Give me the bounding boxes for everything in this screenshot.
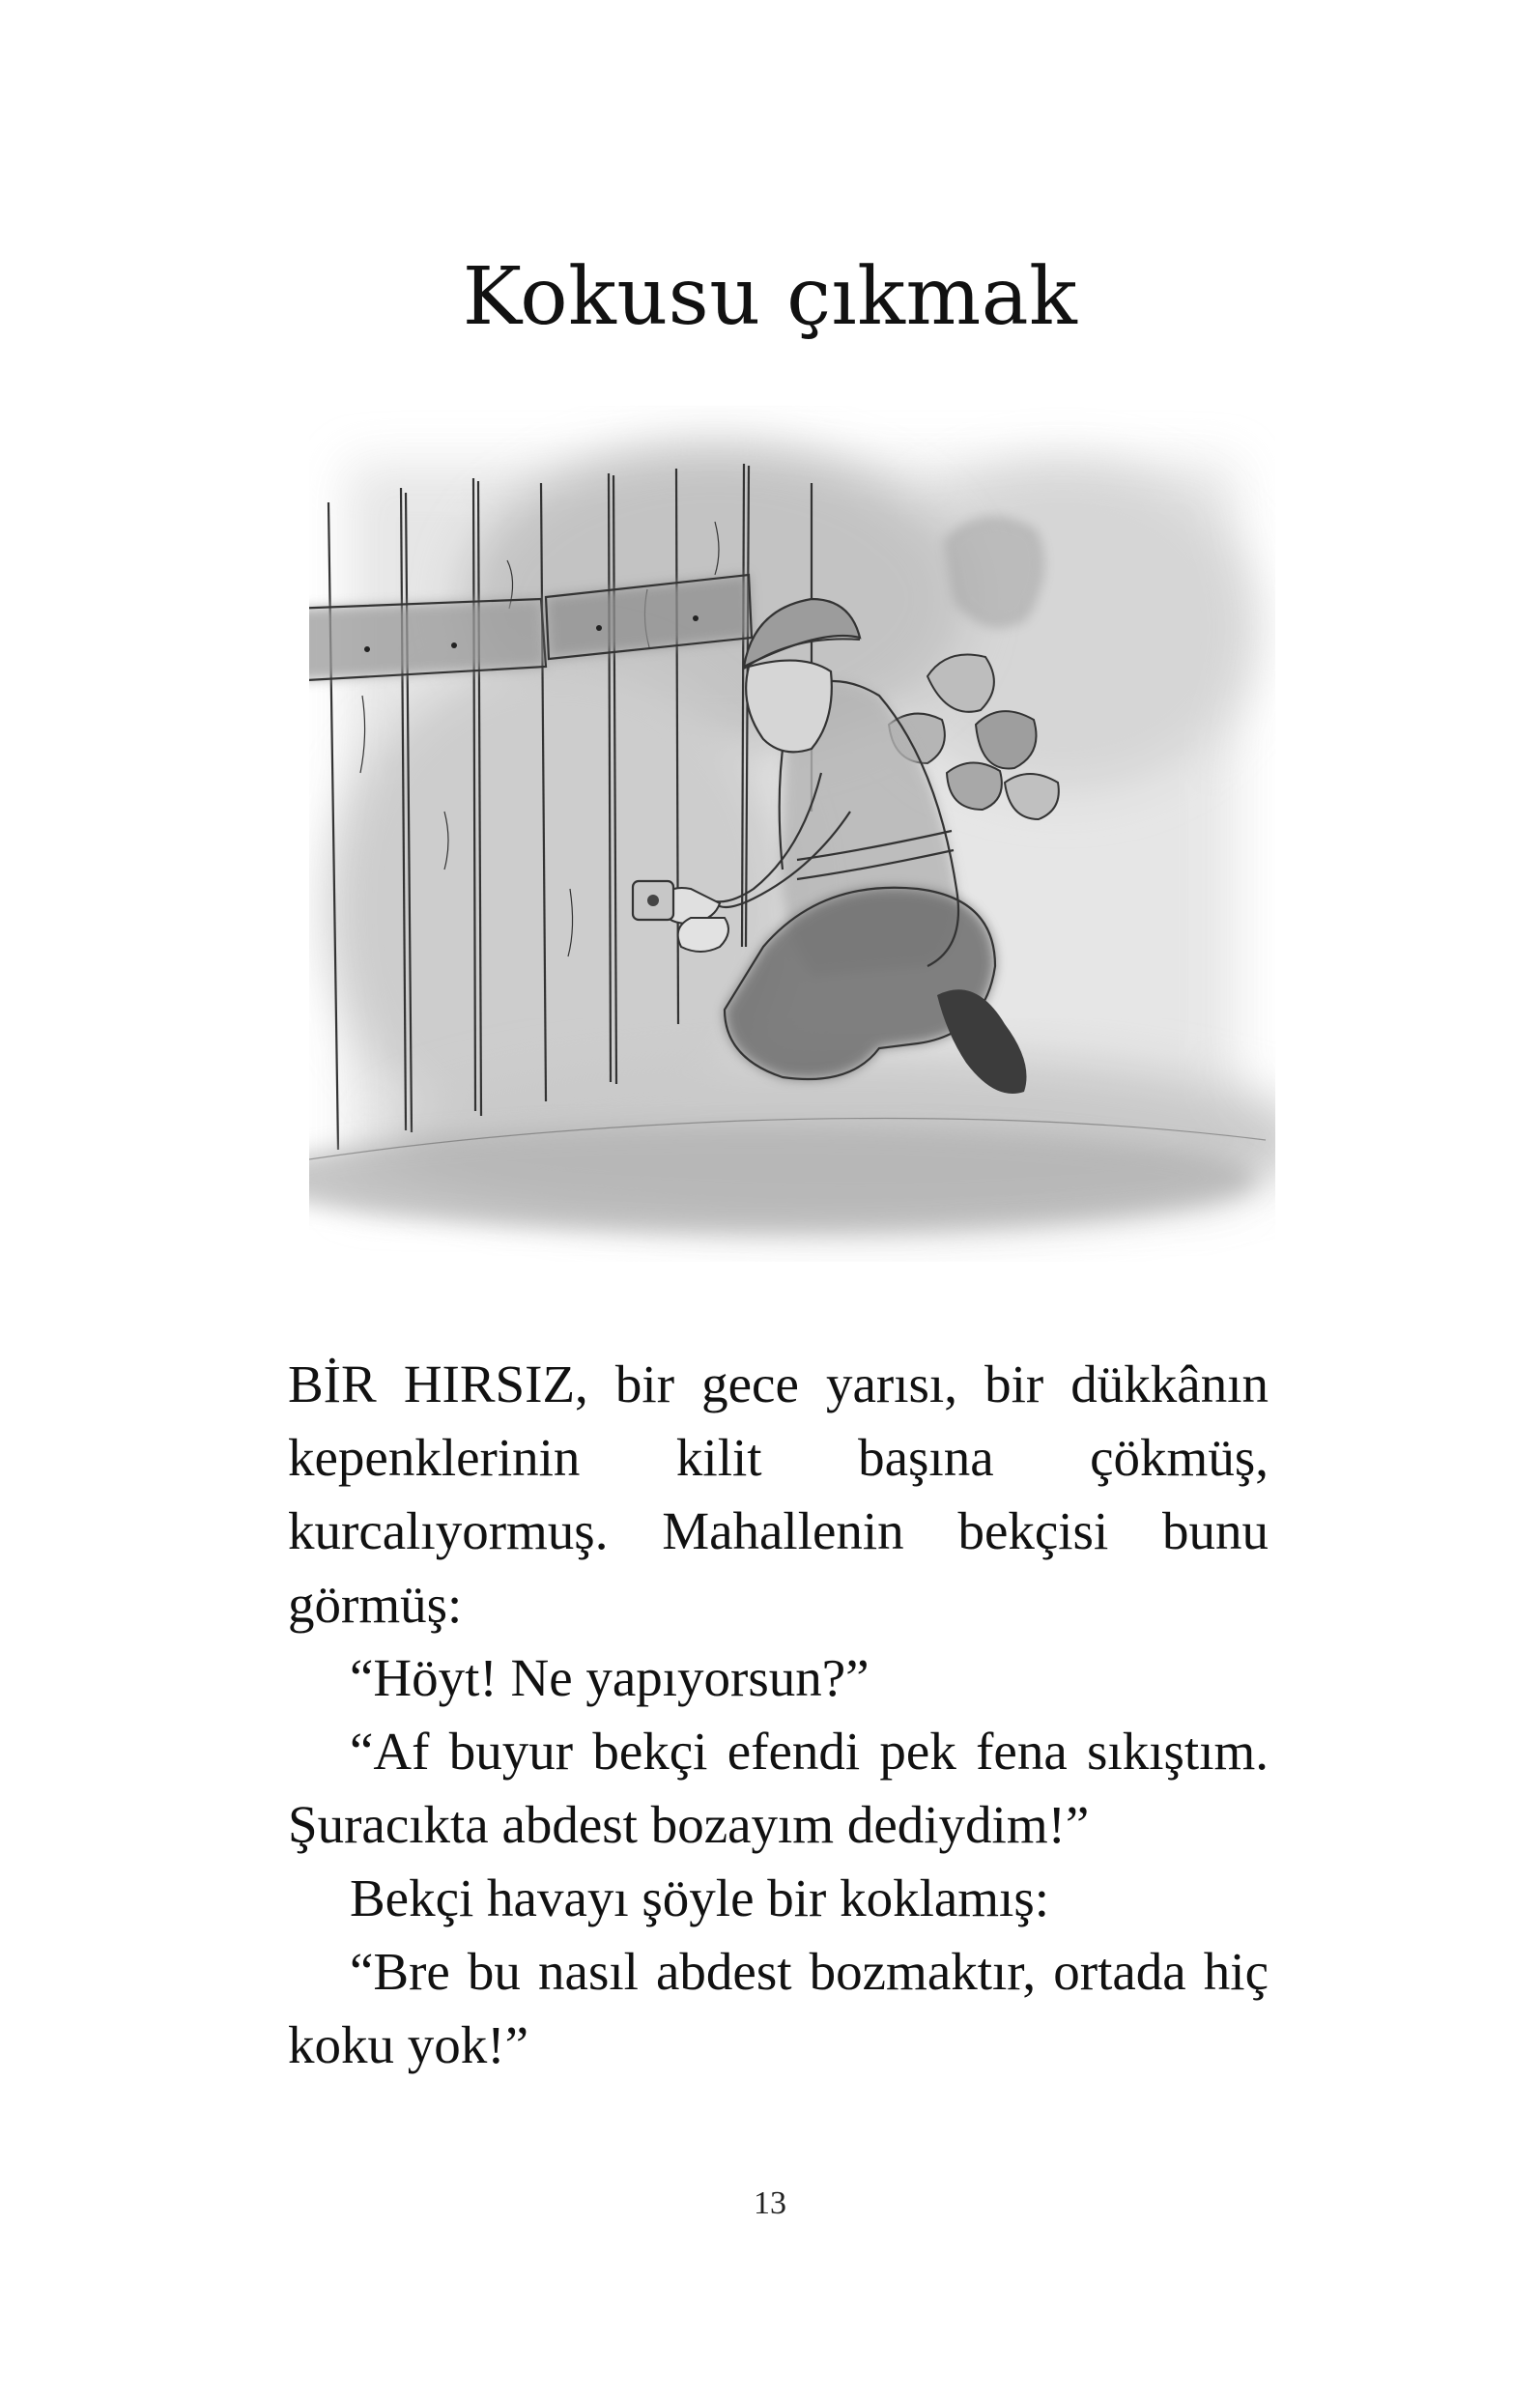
paragraph-5: “Bre bu nasıl abdest bozmaktır, ortada hiç koku yok!” — [288, 1942, 1269, 2074]
paragraph-4: Bekçi havayı şöyle bir koklamış: — [350, 1868, 1050, 1927]
paragraph-1: BİR HIRSIZ, bir gece yarısı, bir dükkânın kepenklerinin kilit başına çökmüş, kurcalıyormuş. Mahallenin bekçisi bunu görmüş: — [288, 1355, 1269, 1634]
page-number: 13 — [754, 2185, 786, 2221]
paragraph-3: “Af buyur bekçi efendi pek fena sıkıştım. Şuracıkta abdest bozayım dediydim!” — [288, 1722, 1269, 1854]
paragraph-2: “Höyt! Ne yapıyorsun?” — [350, 1648, 870, 1707]
page-title: Kokusu çıkmak — [462, 251, 1078, 343]
story-text — [288, 1348, 1269, 2082]
thief-illustration — [309, 406, 1275, 1295]
